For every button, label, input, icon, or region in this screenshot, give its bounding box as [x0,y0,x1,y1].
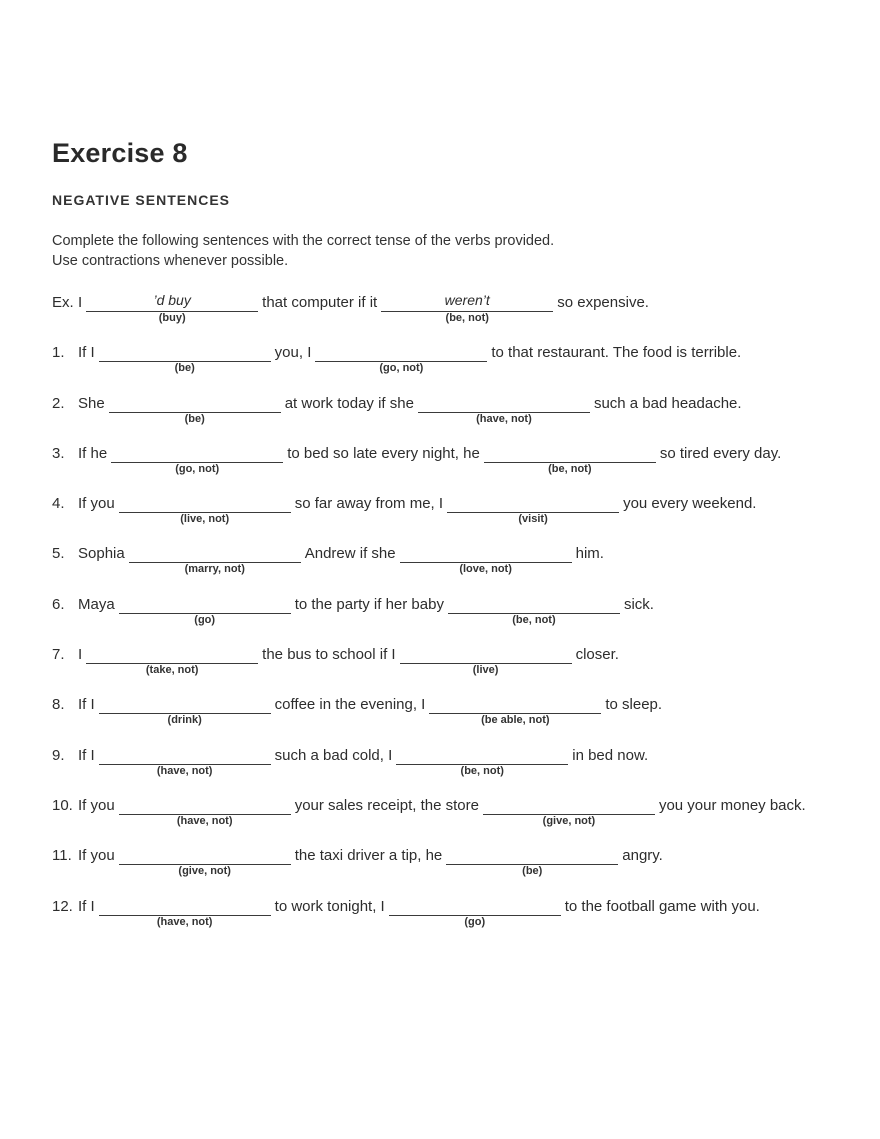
item-number: 11. [52,847,72,865]
verb-hint: (have, not) [156,764,213,777]
answer-blank[interactable] [429,696,601,727]
instruction-line: Use contractions whenever possible. [52,253,289,269]
answer-blank[interactable] [381,292,553,324]
sentence [78,495,757,526]
answer-blank[interactable] [418,395,590,425]
sentence [78,394,742,425]
sentence-text: to that restaurant. The food is terrible. [491,344,742,362]
verb-hint: (have, not) [176,814,233,827]
answer-blank[interactable] [119,495,291,526]
sentence-text: to sleep. [605,696,663,714]
instructions [52,231,554,271]
verb-hint: (take, not) [145,664,199,677]
answer-blank[interactable] [389,898,561,928]
verb-hint: (give, not) [542,814,596,827]
verb-hint: (love, not) [459,563,512,576]
answer-blank[interactable] [484,445,656,475]
verb-hint: (go, not) [379,362,424,375]
answer-blank[interactable] [447,495,619,526]
sentence-text: the bus to school if I [262,646,396,664]
sentence-text: If you [78,796,115,814]
filled-answer: ’d buy [153,292,191,308]
verb-hint: (be) [184,412,205,425]
answer-blank[interactable] [315,344,487,375]
sentence-text: him. [575,545,604,563]
sentence-text: If I [78,897,95,915]
verb-hint: (live, not) [180,513,230,526]
item-number: 4. [52,495,65,513]
sentence-text: you every weekend. [623,495,757,513]
verb-hint: (be, not) [512,613,556,626]
answer-blank[interactable] [99,696,271,727]
sentence-text: your sales receipt, the store [294,796,479,814]
sentence [78,897,760,928]
verb-hint: (be, not) [548,462,592,475]
item-number: 7. [52,646,65,664]
item-number: Ex. [52,294,74,311]
sentence-text: Maya [78,595,115,613]
answer-blank[interactable] [400,545,572,576]
sentence-text: I [78,646,83,664]
sentence-text: If I [78,746,95,764]
verb-hint: (be able, not) [481,714,550,727]
item-number: 5. [52,545,65,563]
sentence-text: to bed so late every night, he [287,444,480,462]
section-subtitle: NEGATIVE SENTENCES [52,192,230,208]
item-number: 12. [52,897,73,915]
sentence-text: you your money back. [658,796,806,814]
answer-blank[interactable] [400,646,572,677]
sentence [78,847,663,878]
page-title: Exercise 8 [52,138,188,168]
verb-hint: (live) [472,664,499,677]
sentence [78,444,782,475]
answer-blank[interactable] [111,445,283,475]
item-number: 2. [52,394,65,412]
sentence-text: at work today if she [284,394,414,412]
answer-blank[interactable] [109,395,281,425]
sentence-text: Sophia [78,545,125,563]
verb-hint: (give, not) [178,865,231,878]
answer-blank[interactable] [396,747,568,777]
answer-blank[interactable] [99,747,271,777]
sentence-text: so far away from me, I [294,495,444,513]
verb-hint: (marry, not) [184,563,245,576]
item-number: 10. [52,796,73,814]
sentence-text: to the football game with you. [564,897,760,915]
answer-blank[interactable] [119,596,291,626]
instruction-line: Complete the following sentences with the correct tense of the verbs provided. [52,233,555,249]
answer-blank[interactable] [446,847,618,878]
sentence-text: the taxi driver a tip, he [294,847,443,865]
sentence-text: so tired every day. [659,444,782,462]
verb-hint: (be) [522,865,543,878]
answer-blank[interactable] [99,344,271,375]
answer-blank[interactable] [86,292,258,324]
answer-blank[interactable] [99,898,271,928]
item-number: 9. [52,746,65,764]
sentence-text: coffee in the evening, I [274,696,426,714]
item-number: 6. [52,595,65,613]
answer-blank[interactable] [129,545,301,576]
answer-blank[interactable] [119,847,291,878]
sentence-text: closer. [575,646,619,664]
sentence [78,292,649,324]
sentence-text: you, I [274,344,312,362]
sentence [78,344,742,375]
verb-hint: (visit) [518,513,548,526]
verb-hint: (go, not) [175,462,220,475]
verb-hint: (have, not) [156,915,213,928]
sentence-text: If he [78,444,108,462]
sentence [78,696,663,727]
sentence-text: such a bad headache. [593,394,742,412]
sentence-text: in bed now. [572,746,649,764]
answer-blank[interactable] [86,646,258,677]
sentence-text: I [78,294,83,311]
verb-hint: (be, not) [445,312,489,324]
answer-blank[interactable] [119,797,291,827]
sentence-text: to work tonight, I [274,897,385,915]
verb-hint: (drink) [167,714,202,727]
item-number: 3. [52,444,65,462]
sentence-text: Andrew if she [304,545,396,563]
sentence-text: sick. [623,595,654,613]
verb-hint: (be, not) [460,764,504,777]
sentence-text: angry. [622,847,663,865]
sentence [78,545,604,576]
answer-blank[interactable] [448,596,620,626]
sentence [78,646,619,677]
sentence-text: If I [78,696,95,714]
item-number: 8. [52,696,65,714]
item-number: 1. [52,344,65,362]
filled-answer: weren’t [444,292,490,308]
sentence-text: If you [78,495,115,513]
sentence-text: If you [78,847,115,865]
verb-hint: (buy) [158,312,186,324]
sentence-text: that computer if it [262,294,378,311]
sentence-text: so expensive. [557,294,649,311]
sentence-text: If I [78,344,95,362]
answer-blank[interactable] [483,797,655,827]
verb-hint: (go) [194,613,216,626]
sentence [78,595,654,626]
verb-hint: (have, not) [476,412,532,425]
sentence-text: to the party if her baby [294,595,444,613]
sentence-text: such a bad cold, I [274,746,393,764]
verb-hint: (go) [464,915,486,928]
sentence-text: She [78,394,105,412]
sentence [78,796,806,827]
verb-hint: (be) [174,362,195,375]
sentence [78,746,649,777]
